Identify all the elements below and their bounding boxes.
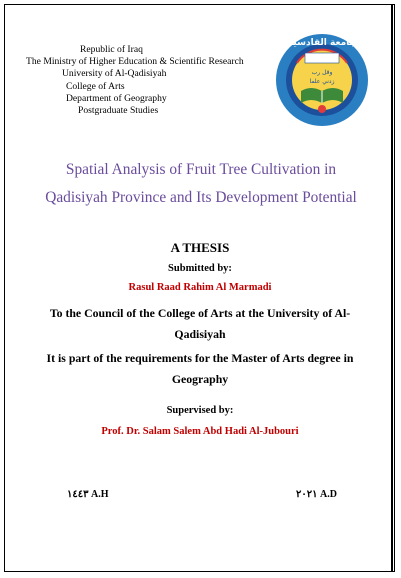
seal-motto-2: زدني علما <box>309 78 335 85</box>
requirements-line-1: It is part of the requirements for the Master of Arts degree in <box>46 351 354 365</box>
thesis-label: A THESIS <box>170 240 230 255</box>
ministry-line: The Ministry of Higher Education & Scientific Research <box>26 56 244 68</box>
seal-banner <box>305 53 339 63</box>
studies-line: Postgraduate Studies <box>78 105 159 117</box>
council-line-2: Qadisiyah <box>174 327 226 341</box>
author-name: Rasul Raad Rahim Al Marmadi <box>128 282 272 293</box>
title-line-2: Qadisiyah Province and Its Development Potential <box>45 189 357 206</box>
hijri-date: ١٤٤٣ A.H <box>67 489 109 500</box>
submitted-by-label: Submitted by: <box>168 263 232 274</box>
gregorian-date: ٢٠٢١ A.D <box>296 489 337 500</box>
seal-motto-1: وقل رب <box>311 69 333 76</box>
department-line: Department of Geography <box>66 92 167 104</box>
seal-arabic-name: جامعة القادسية <box>287 38 357 48</box>
title-line-1: Spatial Analysis of Fruit Tree Cultivation in <box>65 161 337 178</box>
supervised-by-label: Supervised by: <box>166 405 234 416</box>
seal-emblem-dot <box>318 105 326 113</box>
university-seal-logo <box>275 33 369 127</box>
country-line: Republic of Iraq <box>80 44 143 55</box>
council-statement <box>10 303 390 345</box>
thesis-title <box>20 156 382 212</box>
requirements-statement <box>10 348 390 390</box>
requirements-line-2: Geography <box>171 372 229 386</box>
institution-header <box>22 44 262 117</box>
supervisor-name: Prof. Dr. Salam Salem Abd Hadi Al-Jubouri <box>101 426 299 437</box>
council-line-1: To the Council of the College of Arts at the University of Al- <box>49 306 351 320</box>
university-line: University of Al-Qadisiyah <box>62 68 167 80</box>
page-border-right <box>391 4 393 572</box>
college-line: College of Arts <box>66 80 125 92</box>
